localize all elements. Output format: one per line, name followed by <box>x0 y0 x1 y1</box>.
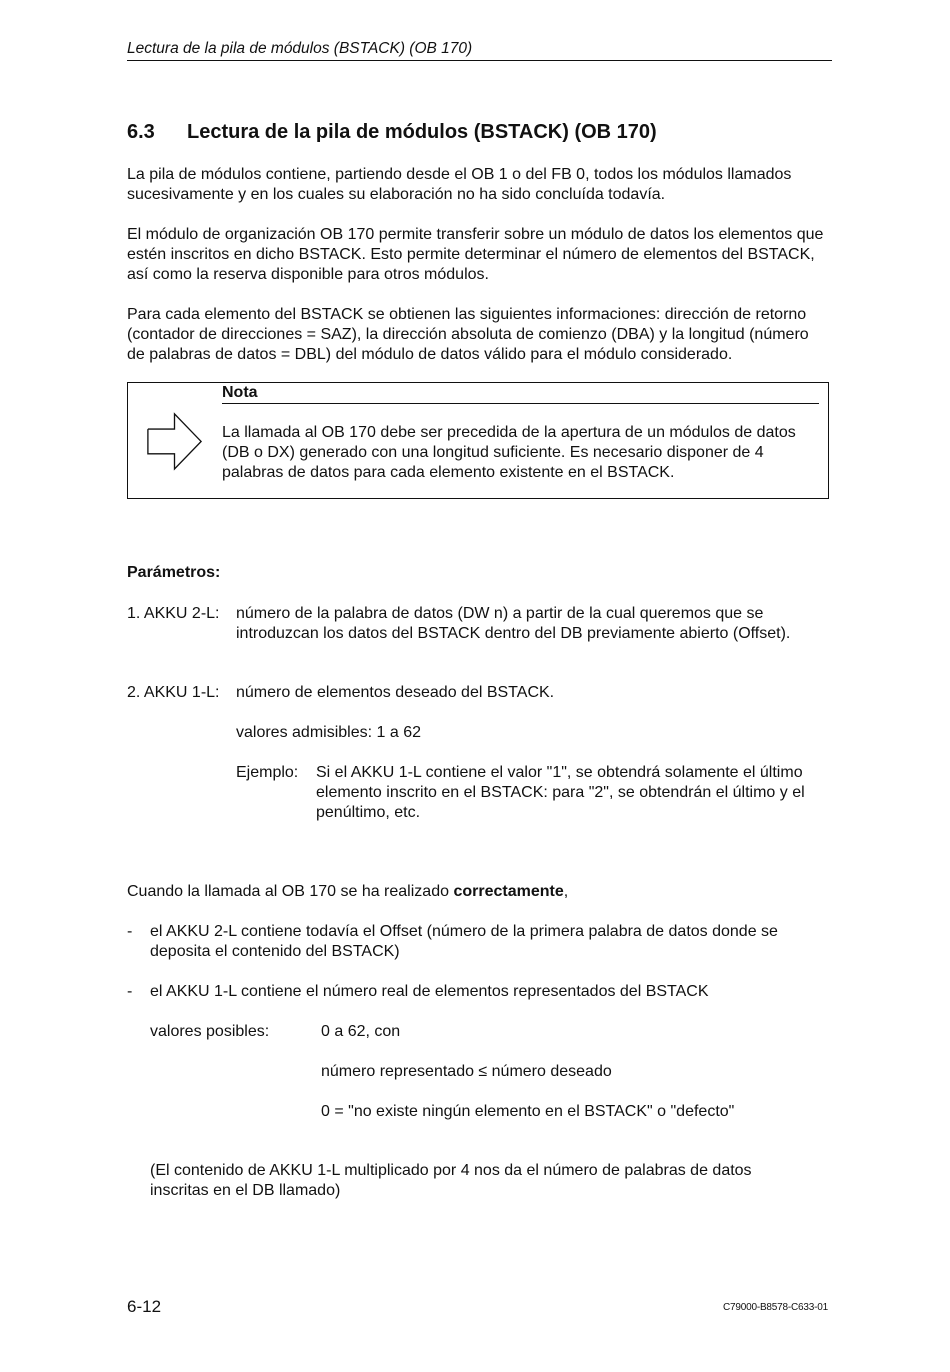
running-header: Lectura de la pila de módulos (BSTACK) (OB 170) <box>127 40 473 57</box>
example-label: Ejemplo: <box>236 764 299 781</box>
possible-values-2: número representado ≤ número deseado <box>321 1063 612 1080</box>
result-intro <box>127 882 827 902</box>
admissible-values: valores admisibles: 1 a 62 <box>236 724 421 741</box>
paragraph-1: La pila de módulos contiene, partiendo desde el OB 1 o del FB 0, todos los módulos llamados sucesivamente y en los cuales su elaboración no ha sido concluída todavía. <box>127 166 792 203</box>
parameters-heading: Parámetros: <box>127 564 221 581</box>
bullet-dash-1: - <box>127 923 133 940</box>
note-rule <box>222 403 819 404</box>
paragraph-2: El módulo de organización OB 170 permite transferir sobre un módulo de datos los elementos que estén inscritos en dicho BSTACK. Esto permite determinar el número de elementos del BSTACK, así como la reserva disponible para otros módulos. <box>127 226 824 283</box>
param-2-label: 2. AKKU 1-L: <box>127 684 220 701</box>
note-label: Nota <box>222 384 258 401</box>
possible-values-3: 0 = "no existe ningún elemento en el BSTACK" o "defecto" <box>321 1103 735 1120</box>
possible-values-label: valores posibles: <box>150 1023 270 1040</box>
example-text: Si el AKKU 1-L contiene el valor "1", se obtendrá solamente el último elemento inscrito en el BSTACK: para "2", se obtendrán el último y el penúltimo, etc. <box>316 764 805 821</box>
header-rule <box>127 60 832 61</box>
closing-note: (El contenido de AKKU 1-L multiplicado por 4 nos da el número de palabras de datos inscritas en el DB llamado) <box>150 1162 752 1199</box>
bullet-2: el AKKU 1-L contiene el número real de elementos representados del BSTACK <box>150 983 709 1000</box>
bullet-dash-2: - <box>127 983 133 1000</box>
param-2-text: número de elementos deseado del BSTACK. <box>236 684 555 701</box>
result-intro-bold: correctamente <box>453 883 564 900</box>
bullet-1: el AKKU 2-L contiene todavía el Offset (número de la primera palabra de datos donde se deposita el contenido del BSTACK) <box>150 923 778 960</box>
result-intro-prefix: Cuando la llamada al OB 170 se ha realizado <box>127 883 454 900</box>
note-text: La llamada al OB 170 debe ser precedida de la apertura de un módulos de datos (DB o DX) generado con una longitud suficiente. Es necesario disponer de 4 palabras de datos para cada elemento existente en el BSTACK. <box>222 424 796 481</box>
possible-values-1: 0 a 62, con <box>321 1023 401 1040</box>
paragraph-3: Para cada elemento del BSTACK se obtienen las siguientes informaciones: dirección de retorno (contador de direcciones = SAZ), la dirección absoluta de comienzo (DBA) y la longitud (número de palabras de datos = DBL) del módulo de datos válido para el módulo considerado. <box>127 306 809 363</box>
document-code: C79000-B8578-C633-01 <box>723 1302 828 1313</box>
result-intro-suffix: , <box>563 883 569 900</box>
arrow-right-icon <box>146 412 204 474</box>
section-title: Lectura de la pila de módulos (BSTACK) (OB 170) <box>187 121 657 143</box>
param-1-label: 1. AKKU 2-L: <box>127 605 220 622</box>
page-number: 6-12 <box>127 1297 162 1316</box>
param-1-text: número de la palabra de datos (DW n) a partir de la cual queremos que se introduzcan los datos del BSTACK dentro del DB previamente abierto (Offset). <box>236 605 791 642</box>
section-number: 6.3 <box>127 121 155 143</box>
